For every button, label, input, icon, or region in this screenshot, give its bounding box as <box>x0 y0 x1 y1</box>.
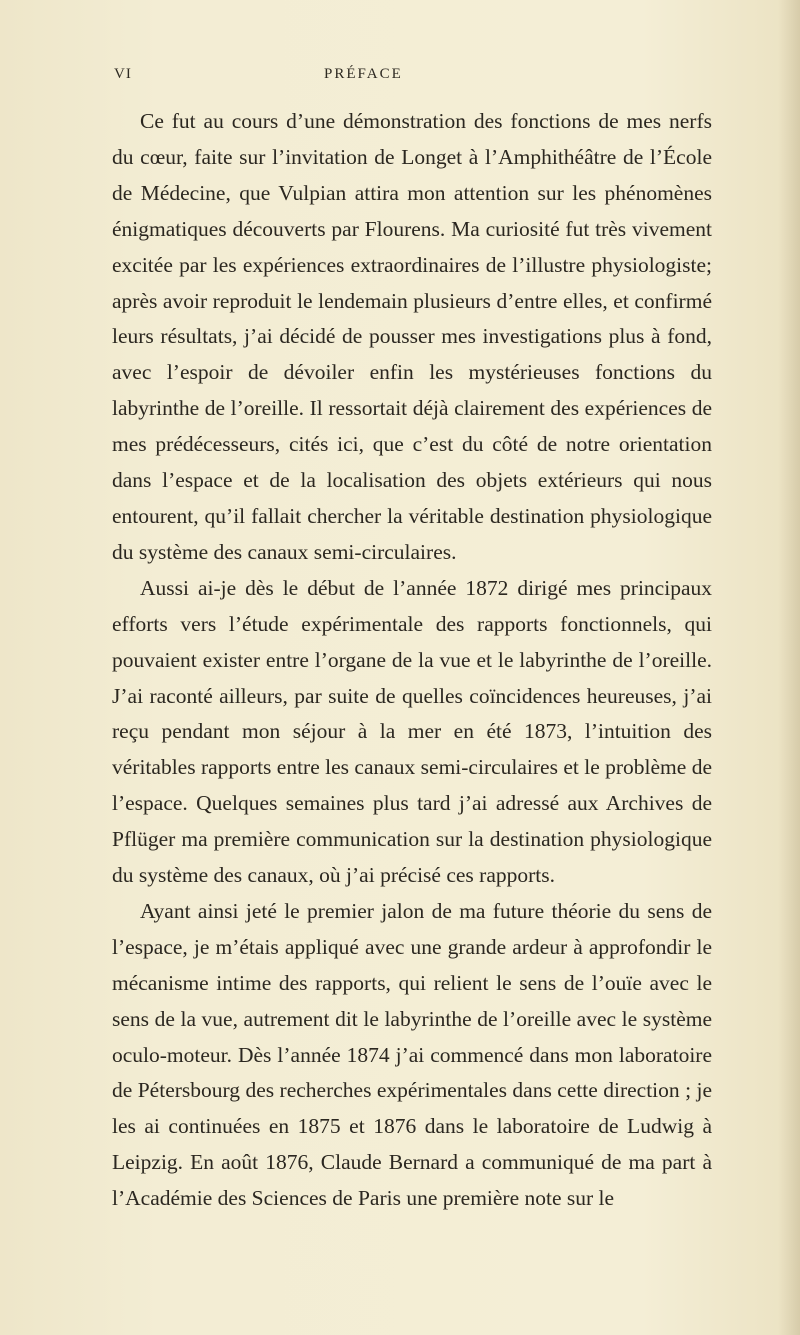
page-edge-shadow <box>778 0 800 1335</box>
page-number: VI <box>114 66 132 82</box>
paragraph: Ayant ainsi jeté le premier jalon de ma future théorie du sens de l’espace, je m’étais appliqué avec une grande ardeur à approfondir le mécanisme intime des rapports, qui relient le sens de l’ouïe avec le sens de la vue, autrement dit le labyrinthe de l’oreille avec le système oculo-moteur. Dès l’année 1874 j’ai commencé dans mon laboratoire de Pétersbourg des recherches expérimentales dans cette direction ; je les ai continuées en 1875 et 1876 dans le laboratoire de Ludwig à Leipzig. En août 1876, Claude Bernard a communiqué de ma part à l’Académie des Sciences de Paris une première note sur le <box>112 898 712 1211</box>
running-header <box>114 66 714 90</box>
body-text <box>112 104 712 1217</box>
paragraph: Aussi ai-je dès le début de l’année 1872 dirigé mes principaux efforts vers l’étude expérimentale des rapports fonctionnels, qui pouvaient exister entre l’organe de la vue et le labyrinthe de l’oreille. J’ai raconté ailleurs, par suite de quelles coïncidences heureuses, j’ai reçu pendant mon séjour à la mer en été 1873, l’intuition des véritables rapports entre les canaux semi-circulaires et le problème de l’espace. Quelques semaines plus tard j’ai adressé aux Archives de Pflüger ma première communication sur la destination physiologique du système des canaux, où j’ai précisé ces rapports. <box>112 575 712 888</box>
paragraph: Ce fut au cours d’une démonstration des fonctions de mes nerfs du cœur, faite sur l’invitation de Longet à l’Amphithéâtre de l’École de Médecine, que Vulpian attira mon attention sur les phénomènes énigmatiques découverts par Flourens. Ma curiosité fut très vivement excitée par les expériences extraordinaires de l’illustre physiologiste; après avoir reproduit le lendemain plusieurs d’entre elles, et confirmé leurs résultats, j’ai décidé de pousser mes investigations plus à fond, avec l’espoir de dévoiler enfin les mystérieuses fonctions du labyrinthe de l’oreille. Il ressortait déjà clairement des expériences de mes prédécesseurs, cités ici, que c’est du côté de notre orientation dans l’espace et de la localisation des objets extérieurs qui nous entourent, qu’il fallait chercher la véritable destination physiologique du système des canaux semi-circulaires. <box>112 109 712 564</box>
section-title: PRÉFACE <box>324 66 403 82</box>
